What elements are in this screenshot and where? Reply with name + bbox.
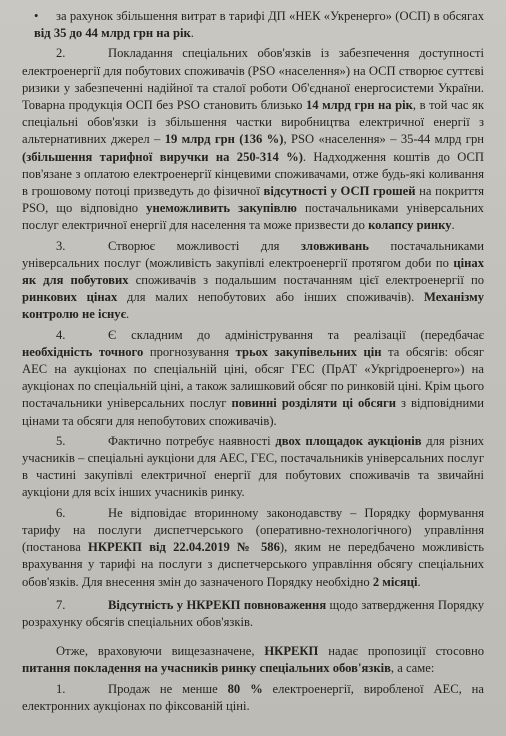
bold-run: ринкових цінах	[22, 290, 118, 305]
text-run: електроенергії, виробленої АЕС, на електронних аукціонах по фіксованій ціні.	[22, 681, 484, 713]
text-run: прогнозування	[143, 344, 236, 359]
bold-run: НКРЕКП від 22.04.2019 № 586	[88, 540, 280, 555]
text-run: Покладання спеціальних обов'язків із забезпечення доступності електроенергії для побутових споживачів (PSO «населення») на ОСП створює суттєві ризики у забезпеченні надійної та сталої роботи Об'єднаної енергосистеми України. Товарна продукція ОСП без PSO становить близько	[22, 46, 484, 113]
bold-run: відсутності у ОСП грошей	[263, 184, 416, 199]
bold-run: трьох закупівельних цін	[235, 344, 382, 359]
bold-run: питання покладення на учасників ринку спеціальних обов'язків	[22, 661, 391, 676]
text-run: за рахунок збільшення витрат в тарифі ДП «НЕК «Укренерго» (ОСП) в обсягах	[56, 9, 484, 23]
text-run: споживачів з подальшим постачанням цієї електроенергії по	[128, 273, 484, 288]
text-run: , а саме:	[390, 661, 435, 676]
text-run: Є складним до адміністрування та реалізації (передбачає	[108, 327, 484, 342]
text-run: , PSO «населення» – 35-44 млрд грн	[283, 132, 484, 147]
bold-run: унеможливить закупівлю	[146, 201, 297, 216]
text-run: .	[417, 574, 421, 589]
text-run: . Надходження коштів до ОСП пов'язане з оплатою електроенергії кінцевими споживачами, отже будь-які коливання в грошовому потоці призведуть до фізичної	[22, 149, 484, 199]
text-run: .	[126, 307, 130, 322]
bullet-marker: •	[34, 9, 39, 23]
list-number: 4.	[56, 327, 66, 342]
text-run: з відповідними цінами та обсяги для непобутових споживачів).	[22, 396, 484, 428]
text-run: Продаж не менше	[108, 681, 228, 696]
paragraph-4-complexity	[22, 327, 484, 430]
paragraph-conclusion	[22, 643, 484, 677]
text-run: надає пропозиції стосовно	[318, 644, 485, 659]
text-run: на покриття PSO, що відповідно	[22, 184, 484, 216]
text-run: .	[451, 218, 455, 233]
list-number: 2.	[56, 46, 66, 61]
list-number: 5.	[56, 433, 66, 448]
paragraph-bullet-expenses	[22, 8, 484, 42]
paragraph-2-pso-risks	[22, 45, 484, 234]
list-number: 7.	[56, 597, 66, 612]
text-run: ), яким не передбачено можливість врахування у тарифі на послуги з диспетчерського управління обсягу спеціальних обов'язків. Для внесення змін до зазначеного Порядку необхідно	[22, 540, 485, 589]
bold-run: двох площадок аукціонів	[275, 433, 422, 448]
bold-run: (збільшення тарифної виручки на 250-314 %)	[22, 149, 303, 164]
bold-run: Механізму контролю не існує	[22, 290, 484, 322]
bold-run: 2 місяці	[372, 574, 418, 589]
bold-run: 80 %	[227, 681, 263, 696]
text-run: , в той час як спеціальні обов'язки із збільшення частки виробництва електричної енергії з альтернативних джерел –	[22, 98, 484, 147]
list-number: 6.	[56, 505, 66, 520]
bold-run: від 35 до 44 млрд грн на рік	[34, 26, 191, 41]
text-run: щодо затвердження Порядку розрахунку обсягів спеціальних обов'язків.	[22, 597, 484, 629]
text-run: Фактично потребує наявності	[108, 433, 276, 448]
bold-run: повинні розділяти ці обсяги	[231, 396, 396, 411]
paragraph-3-abuse	[22, 238, 484, 324]
text-run: для різних учасників – спеціальні аукціони для АЕС, ГЕС, постачальників універсальних послуг в частині закупівлі електричної енергії для побутових споживачів та звичайні аукціони для всіх інших учасників ринку.	[22, 433, 484, 500]
text-run: Не відповідає вторинному законодавству – Порядку формування тарифу на послуги диспетчерського (оперативно-технологічного) управління (постанова	[22, 505, 484, 555]
text-run: Створює можливості для	[108, 238, 301, 253]
text-run: постачальниками універсальних послуг (можливість закупівлі електроенергії протягом доби по	[22, 238, 484, 270]
paragraph-5-auction-platforms	[22, 433, 484, 502]
bold-run: 19 млрд грн (136 %)	[164, 132, 284, 147]
paragraph-7-authority	[22, 597, 484, 631]
bold-run: цінах як для побутових	[22, 255, 484, 288]
bold-run: Відсутність у НКРЕКП повноваження	[108, 597, 327, 612]
paragraph-6-secondary-legislation	[22, 505, 484, 591]
text-run: та обсягів: обсяг АЕС на аукціонах по спеціальній ціні, обсяг ГЕС (ПрАТ «Укргідроенерго») на аукціонах по спеціальній ціні, а також залишковий обсяг по ринковій ціні. Крім цього постачальники універсальних послуг	[22, 344, 484, 411]
text-run: .	[190, 26, 194, 41]
text-run: для малих непобутових або інших споживачів).	[117, 290, 424, 305]
bold-run: 14 млрд грн на рік	[305, 98, 413, 113]
list-number: 3.	[56, 238, 66, 253]
list-number: 1.	[56, 681, 66, 696]
bold-run: НКРЕКП	[264, 644, 319, 659]
text-run: Отже, враховуючи вищезазначене,	[56, 644, 265, 659]
proposal-1-npp-sales	[22, 681, 484, 715]
bold-run: необхідність точного	[22, 344, 144, 359]
bold-run: колапсу ринку	[368, 218, 452, 233]
text-run: постачальниками універсальних послуг електричної енергії для населення та може призвести до	[22, 201, 484, 233]
bold-run: зловживань	[301, 238, 369, 253]
